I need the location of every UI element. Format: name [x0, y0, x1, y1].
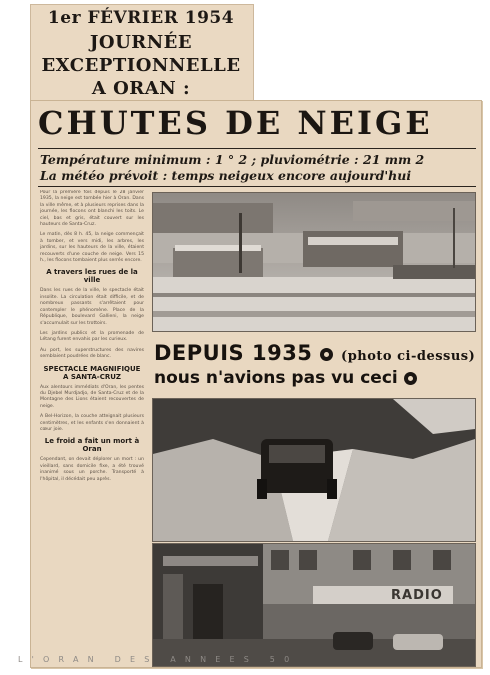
- paragraph: Pour la première fois depuis le 28 janvier 1935, la neige est tombée hier à Oran. Dans la ville même, et à plusieurs reprises dans la journée, les flocons ont blanchi les toits. Le ciel, bas et gris, était couvert sur les hauteurs de Santa-Cruz.: [40, 190, 144, 228]
- paragraph: Au port, les superstructures des navires semblaient poudrées de blanc.: [40, 347, 144, 360]
- paragraph: A Bel-Horizon, la couche atteignait plusieurs centimètres, et les enfants s'en donnaient à cœur joie.: [40, 414, 144, 432]
- paragraph: Cependant, on devait déplorer un mort : un vieillard, sans domicile fixe, a été trouvé inanimé sous un porche. Transporté à l'hôpital, il décédait peu après.: [40, 457, 144, 482]
- caption-never-seen: [154, 368, 417, 388]
- photo-street-scene: [152, 543, 476, 667]
- subtitle-forecast: La météo prévoit : temps neigeux encore aujourd'hui: [40, 168, 412, 183]
- article-column: [40, 190, 144, 668]
- subtitle-rule: [38, 186, 476, 187]
- subhead-santa-cruz: SPECTACLE MAGNIFIQUE A SANTA-CRUZ: [43, 364, 141, 381]
- paragraph: Aux alentours immédiats d'Oran, les pentes du Djebel Murdjadjo, de Santa-Cruz et de la Montagne des Lions étaient recouvertes de neige.: [40, 384, 144, 409]
- main-title: CHUTES DE NEIGE: [38, 104, 433, 142]
- caption-since-1935: [154, 341, 475, 365]
- photo-car-in-snow: [152, 398, 476, 542]
- caption-since-1935-note: (photo ci-dessus): [341, 349, 476, 364]
- caption-never-seen-text: nous n'avions pas vu ceci: [154, 368, 398, 388]
- watermark: L'ORAN DES ANNEES 50: [18, 655, 299, 664]
- photo-snowy-harbour: [152, 192, 476, 332]
- headline-line-2: JOURNÉE: [89, 32, 193, 53]
- date-line: 1er FÉVRIER 1954: [47, 8, 235, 28]
- headline-line-3: EXCEPTIONNELLE: [41, 55, 241, 76]
- subhead-cold-death: Le froid a fait un mort à Oran: [44, 437, 140, 454]
- paragraph: Le matin, dès 8 h. 45, la neige commençait à tomber, et vers midi, les arbres, les jardins, sur les hauteurs de la ville, étaient recouverts d'une couche de neige. Vers 15 h., les flocons tombaient plus serrés encore.: [40, 232, 144, 264]
- shop-sign: RADIO: [391, 588, 443, 603]
- paragraph: Les jardins publics et la promenade de Létang furent envahis par les curieux.: [40, 330, 144, 343]
- headline-line-4: A ORAN :: [91, 78, 191, 99]
- title-rule: [38, 148, 476, 149]
- caption-since-1935-main: DEPUIS 1935: [154, 341, 313, 365]
- paragraph: Dans les rues de la ville, le spectacle était insolite. La circulation était difficile, et de nombreux passants s'arrêtaient pour contempler le phénomène. Place de la République, boulevard Gallieni, la neige s'accumulait sur les trottoirs.: [40, 288, 144, 326]
- bullet-icon: [320, 348, 333, 361]
- bullet-icon: [404, 372, 417, 385]
- subhead-streets: A travers les rues de la ville: [46, 268, 138, 285]
- subtitle-temperature: Température minimum : 1 ° 2 ; pluviométrie : 21 mm 2: [40, 152, 425, 167]
